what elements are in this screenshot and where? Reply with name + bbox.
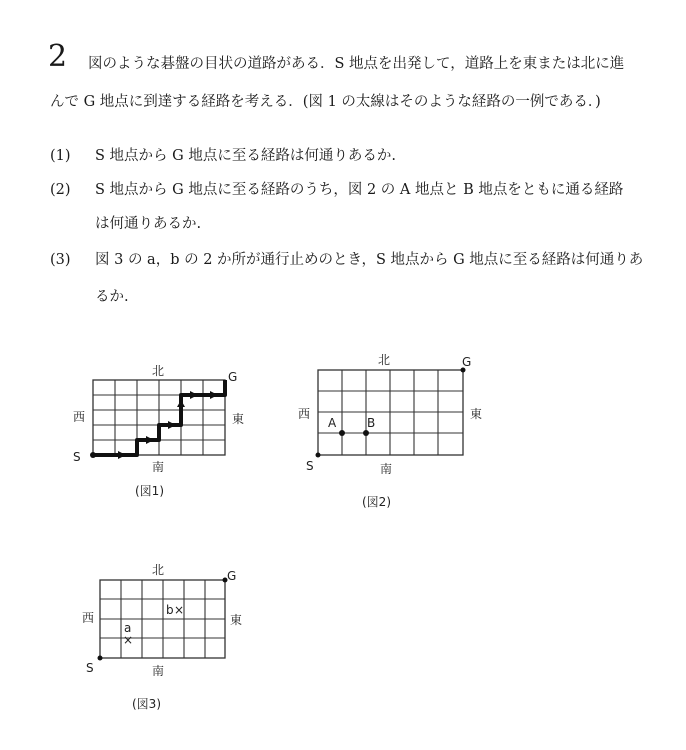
question-2-text-continued: は何通りあるか. (95, 216, 202, 232)
question-2-label: (2) (50, 182, 71, 198)
figure-3-grid (100, 580, 225, 658)
figure-1-west-label: 西 (73, 410, 86, 424)
question-1-text: S 地点から G 地点に至る経路は何通りあるか. (95, 148, 396, 164)
point-b-dot (363, 430, 369, 436)
problem-intro-line2: んで G 地点に到達する経路を考える．(図 1 の太線はそのような経路の一例である．) (50, 94, 601, 110)
figure-2-south-label: 南 (380, 462, 393, 476)
figure-2-grid (318, 370, 463, 455)
question-3-label: (3) (50, 252, 71, 268)
figure-1-start-point (90, 452, 96, 458)
figure-1 (60, 355, 280, 515)
figure-3 (72, 558, 272, 718)
figure-2-west-label: 西 (298, 407, 311, 421)
question-3-text: 図 3 の a，b の 2 か所が通行止めのとき，S 地点から G 地点に至る経路は何通りあ (95, 252, 644, 268)
figure-1-east-label: 東 (232, 412, 245, 426)
figure-3-east-label: 東 (230, 613, 243, 627)
figure-3-start-point (98, 656, 103, 661)
point-a-dot (339, 430, 345, 436)
figure-1-north-label: 北 (152, 364, 165, 378)
figure-2-caption: (図2) (362, 495, 391, 509)
problem-number: 2 (48, 39, 68, 74)
block-a-mark: × (123, 633, 134, 647)
figure-2-goal-label: G (462, 355, 472, 369)
problem-intro-line1: 図のような碁盤の目状の道路がある．S 地点を出発して，道路上を東または北に進 (88, 56, 625, 72)
path-arrow (118, 451, 126, 459)
figure-1-grid (93, 380, 225, 455)
path-arrow (177, 400, 185, 407)
figure-3-north-label: 北 (152, 563, 165, 577)
path-arrow (146, 436, 154, 444)
figure-2-east-label: 東 (470, 407, 483, 421)
question-3-text-continued: るか. (95, 289, 129, 305)
figure-2 (290, 348, 510, 518)
figure-3-south-label: 南 (152, 664, 165, 678)
path-arrow (210, 391, 218, 399)
figure-2-start-label: S (306, 459, 314, 473)
figure-2-start-point (316, 453, 321, 458)
figure-1-goal-label: G (228, 370, 238, 384)
figure-3-goal-label: G (227, 569, 237, 583)
block-b-mark: × (174, 603, 185, 617)
point-a-label: A (328, 416, 337, 430)
figure-1-caption: (図1) (135, 484, 164, 498)
block-a-label: a (124, 621, 132, 635)
figure-1-start-label: S (73, 450, 81, 464)
path-arrow (168, 421, 176, 429)
question-1-label: (1) (50, 148, 71, 164)
figure-3-west-label: 西 (82, 611, 95, 625)
figure-2-north-label: 北 (378, 353, 391, 367)
block-b-label: b (166, 603, 174, 617)
figure-1-south-label: 南 (152, 460, 165, 474)
figure-3-start-label: S (86, 661, 94, 675)
point-b-label: B (367, 416, 376, 430)
question-2-text: S 地点から G 地点に至る経路のうち，図 2 の A 地点と B 地点をともに通る経路 (95, 182, 624, 198)
figure-3-caption: (図3) (132, 697, 161, 711)
path-arrow (190, 391, 198, 399)
